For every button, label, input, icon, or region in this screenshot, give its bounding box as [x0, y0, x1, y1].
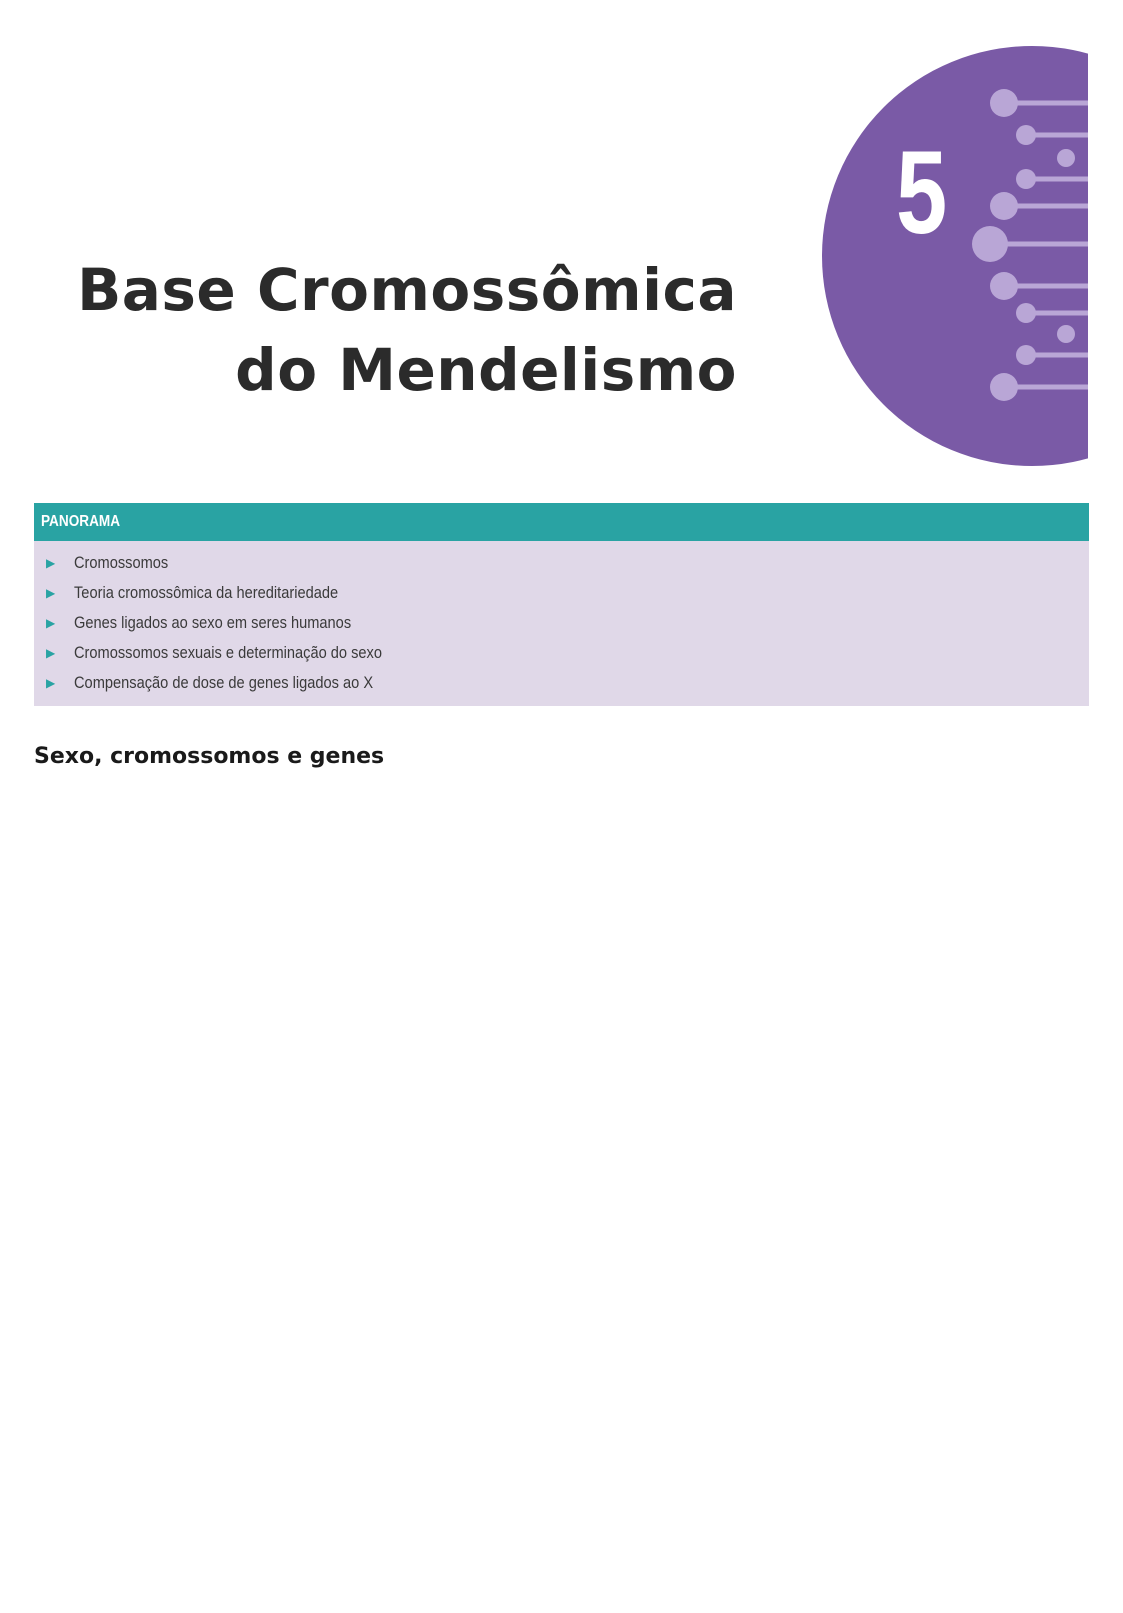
list-item [34, 638, 1089, 668]
triangle-right-icon: ▶ [46, 676, 56, 690]
list-item [34, 578, 1089, 608]
list-item [34, 548, 1089, 578]
triangle-right-icon: ▶ [46, 646, 56, 660]
chapter-badge [776, 46, 1088, 466]
triangle-right-icon: ▶ [46, 556, 56, 570]
list-item-text: Teoria cromossômica da hereditariedade [74, 583, 339, 602]
list-item-text: Genes ligados ao sexo em seres humanos [74, 613, 352, 632]
list-item-text: Cromossomos sexuais e determinação do sexo [74, 643, 382, 662]
panorama-box [34, 503, 1089, 706]
triangle-right-icon: ▶ [46, 586, 56, 600]
panorama-list [34, 541, 1089, 706]
list-item [34, 668, 1089, 698]
list-item [34, 608, 1089, 638]
triangle-right-icon: ▶ [46, 616, 56, 630]
panorama-header [34, 503, 1089, 541]
panorama-header-label: PANORAMA [41, 513, 121, 530]
chapter-number: 5 [896, 127, 948, 259]
chapter-title [77, 250, 737, 410]
list-item-text: Cromossomos [74, 553, 169, 572]
chapter-title-line2: do Mendelismo [235, 336, 737, 404]
list-item-text: Compensação de dose de genes ligados ao X [74, 673, 374, 692]
chapter-title-line1: Base Cromossômica [77, 256, 737, 324]
section-heading: Sexo, cromossomos e genes [34, 744, 385, 769]
